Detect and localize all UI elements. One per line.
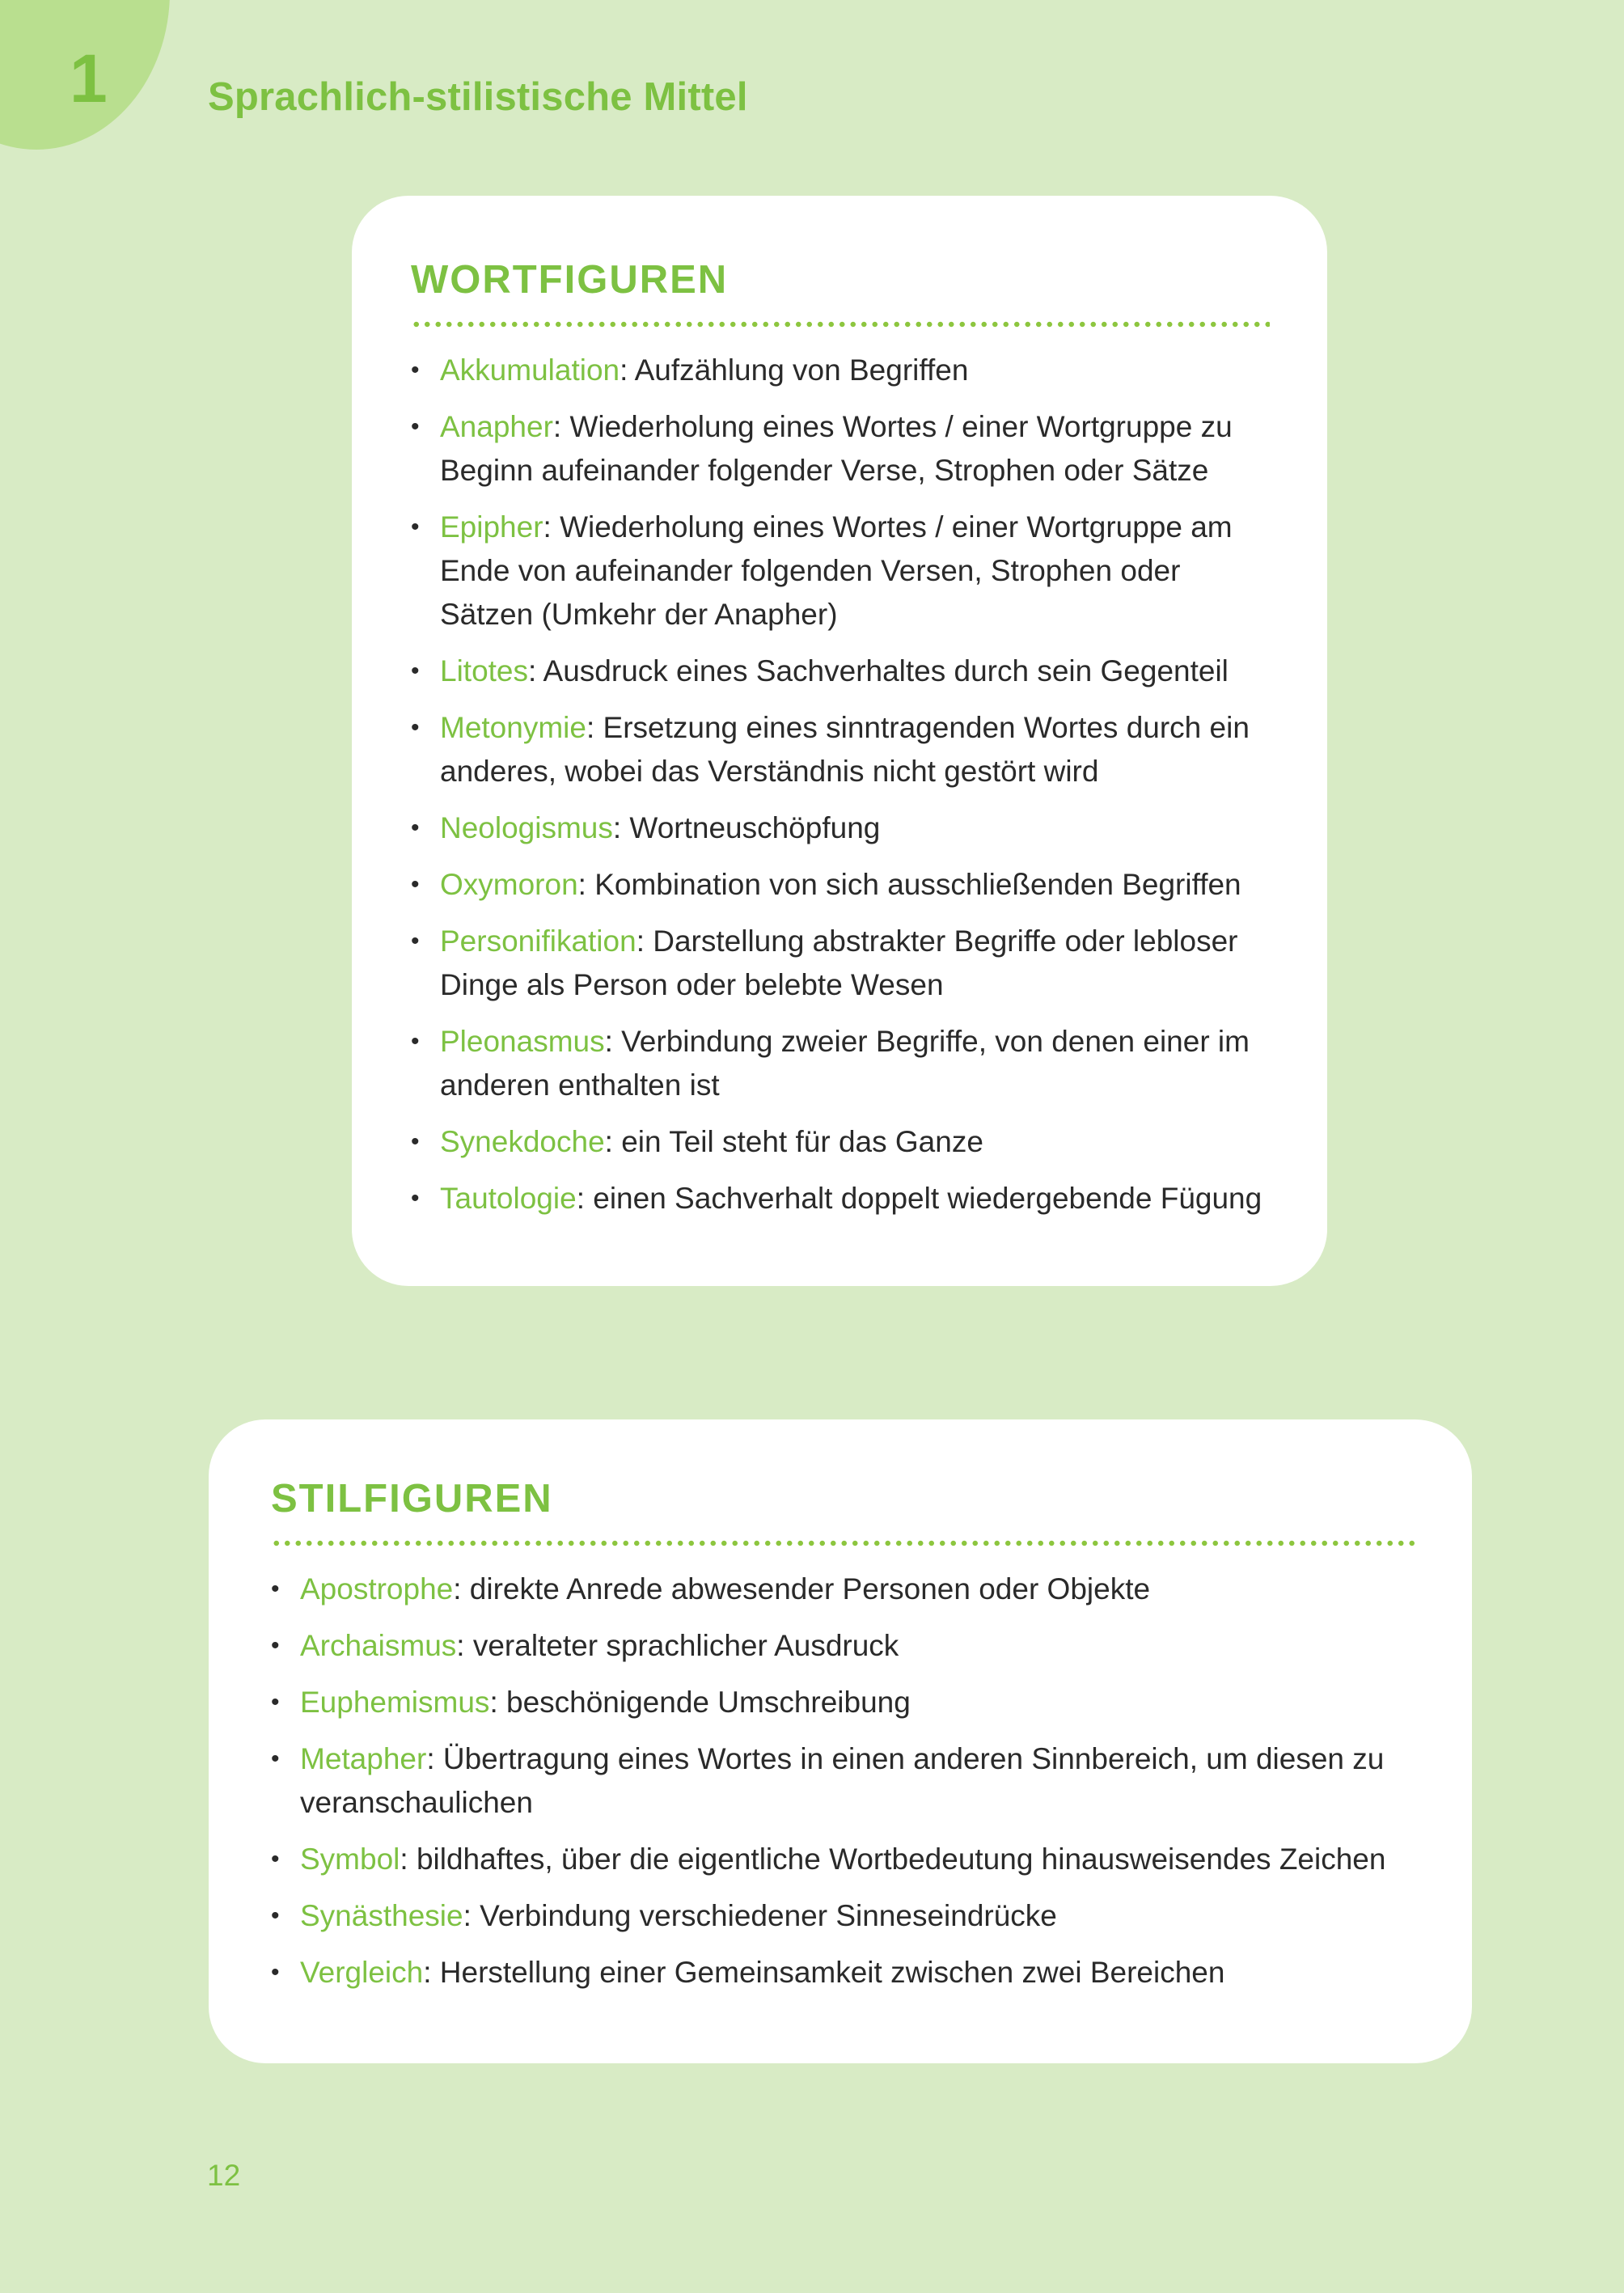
term-definition: : ein Teil steht für das Ganze <box>604 1125 983 1158</box>
term-definition: : Übertragung eines Wortes in einen anderen Sinnbereich, um diesen zu veranschaulichen <box>300 1742 1385 1819</box>
term-name: Euphemismus <box>300 1686 490 1719</box>
list-item <box>271 1567 1415 1611</box>
chapter-title: Sprachlich-stilistische Mittel <box>208 75 748 119</box>
bullet-icon: • <box>411 814 420 841</box>
list-item <box>411 920 1271 1007</box>
stilfiguren-card <box>209 1419 1472 2063</box>
page-number: 12 <box>207 2159 241 2192</box>
term-definition: : beschönigende Umschreibung <box>489 1686 911 1719</box>
term-definition: : Verbindung verschiedener Sinneseindrücke <box>463 1899 1057 1932</box>
bullet-icon: • <box>411 714 420 741</box>
term-definition: : Darstellung abstrakter Begriffe oder lebloser Dinge als Person oder belebte Wesen <box>440 924 1238 1001</box>
stilfiguren-heading: STILFIGUREN <box>271 1477 553 1521</box>
chapter-number: 1 <box>70 40 108 116</box>
list-item <box>411 806 1271 850</box>
wortfiguren-list <box>411 349 1271 1221</box>
term-definition: : Wiederholung eines Wortes / einer Wortgruppe am Ende von aufeinander folgenden Versen, Strophen oder Sätzen (Umkehr der Anapher) <box>440 510 1233 631</box>
term-name: Vergleich <box>300 1956 424 1989</box>
term-name: Archaismus <box>300 1629 457 1662</box>
term-name: Litotes <box>440 654 529 687</box>
term-name: Tautologie <box>440 1182 577 1215</box>
list-item <box>411 1120 1271 1164</box>
term-definition: : Wortneuschöpfung <box>612 811 881 844</box>
term-name: Personifikation <box>440 924 636 958</box>
term-definition: : Ausdruck eines Sachverhaltes durch sein Gegenteil <box>528 654 1229 687</box>
bullet-icon: • <box>271 1959 280 1986</box>
term-name: Metonymie <box>440 711 586 744</box>
bullet-icon: • <box>411 357 420 383</box>
bullet-icon: • <box>411 658 420 684</box>
list-item <box>411 706 1271 793</box>
list-item <box>411 506 1271 637</box>
term-name: Anapher <box>440 410 553 443</box>
bullet-icon: • <box>271 1632 280 1659</box>
bullet-icon: • <box>411 413 420 440</box>
bullet-icon: • <box>411 1028 420 1055</box>
term-name: Synästhesie <box>300 1899 463 1932</box>
bullet-icon: • <box>411 928 420 954</box>
list-item <box>411 863 1271 907</box>
wortfiguren-card <box>352 196 1327 1286</box>
term-name: Neologismus <box>440 811 613 844</box>
list-item <box>271 1838 1415 1881</box>
bullet-icon: • <box>271 1576 280 1602</box>
bullet-icon: • <box>271 1745 280 1772</box>
term-name: Symbol <box>300 1842 400 1876</box>
term-name: Pleonasmus <box>440 1025 605 1058</box>
term-name: Akkumulation <box>440 353 620 387</box>
bullet-icon: • <box>411 871 420 898</box>
list-item <box>271 1951 1415 1995</box>
term-name: Metapher <box>300 1742 427 1775</box>
bullet-icon: • <box>271 1846 280 1872</box>
list-item <box>271 1737 1415 1825</box>
bullet-icon: • <box>411 1128 420 1155</box>
list-item <box>411 349 1271 392</box>
term-definition: : Herstellung einer Gemeinsamkeit zwischen zwei Bereichen <box>423 1956 1225 1989</box>
term-definition: : Wiederholung eines Wortes / einer Wortgruppe zu Beginn aufeinander folgender Verse, Strophen oder Sätze <box>440 410 1233 487</box>
wortfiguren-heading: WORTFIGUREN <box>411 258 729 302</box>
bullet-icon: • <box>271 1902 280 1929</box>
list-item <box>411 1177 1271 1221</box>
term-definition: : Verbindung zweier Begriffe, von denen einer im anderen enthalten ist <box>440 1025 1250 1102</box>
dotted-divider <box>271 1540 1418 1546</box>
term-definition: : Kombination von sich ausschließenden Begriffen <box>577 868 1241 901</box>
term-name: Synekdoche <box>440 1125 605 1158</box>
term-definition: : Aufzählung von Begriffen <box>620 353 969 387</box>
term-definition: : Ersetzung eines sinntragenden Wortes durch ein anderes, wobei das Verständnis nicht gestört wird <box>440 711 1250 788</box>
bullet-icon: • <box>411 1185 420 1212</box>
list-item <box>271 1624 1415 1668</box>
list-item <box>411 649 1271 693</box>
term-name: Oxymoron <box>440 868 578 901</box>
list-item <box>411 405 1271 493</box>
bullet-icon: • <box>411 514 420 540</box>
term-definition: : veralteter sprachlicher Ausdruck <box>456 1629 899 1662</box>
term-name: Apostrophe <box>300 1572 454 1606</box>
list-item <box>411 1020 1271 1107</box>
list-item <box>271 1681 1415 1724</box>
dotted-divider <box>411 321 1270 328</box>
bullet-icon: • <box>271 1689 280 1716</box>
term-definition: : einen Sachverhalt doppelt wiedergebende Fügung <box>576 1182 1262 1215</box>
term-definition: : direkte Anrede abwesender Personen oder Objekte <box>453 1572 1151 1606</box>
list-item <box>271 1894 1415 1938</box>
stilfiguren-list <box>271 1567 1415 1995</box>
term-definition: : bildhaftes, über die eigentliche Wortbedeutung hinausweisendes Zeichen <box>400 1842 1386 1876</box>
term-name: Epipher <box>440 510 543 544</box>
